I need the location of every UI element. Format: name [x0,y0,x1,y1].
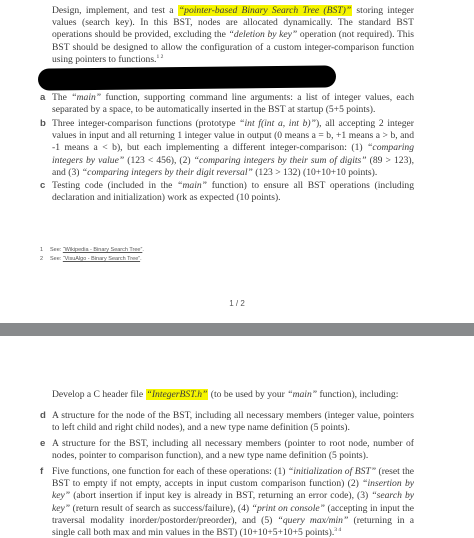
item-text: A structure for the BST, including all necessary members (pointer to root node, number of nodes, pointer to comparison function), and a new type name definition (5 points). [52,438,414,462]
highlighted-term: “pointer-based Binary Search Tree (BST)” [178,5,352,16]
item-text: Three integer-comparison functions (prototype “int f(int a, int b)”), all accepting 2 integer values in input and all returning 1 integer value in output (0 means a = b, +1 means a > b, and -1 means a < b), but each implementing a different integer-comparison: (1) “comparing integers by value” (123 < 456), (2) “comparing integers by their sum of digits” (89 > 123), and (3) “comparing integers by their digit reversal” (123 > 132) (10+10+10 points). [52,118,414,178]
item-letter: f [40,466,44,477]
header-file-intro: Develop a C header file “IntegerBST.h” (to be used by your “main” function), including: [52,389,399,400]
footnote-2: 2 See: “VisuAlgo - Binary Search Tree”. [40,256,142,262]
page-number: 1 / 2 [229,299,245,308]
redaction-bar [38,65,336,90]
item-letter: e [40,438,46,449]
item-letter: d [40,410,46,421]
footnote-1: 1 See: “Wikipedia - Binary Search Tree”. [40,247,144,253]
item-text: The “main” function, supporting command line arguments: a list of integer values, each separated by a space, to be automatically inserted in the BST at startup (5+5 points). [52,92,414,116]
highlighted-term: “IntegerBST.h” [146,389,208,400]
item-letter: c [40,180,46,191]
item-text: A structure for the node of the BST, including all necessary members (integer value, pointers to left child and right child nodes), and a new type name definition (5 points). [52,410,414,434]
footnote-ref: 1 2 [156,53,164,60]
intro-paragraph: Design, implement, and test a “pointer-based Binary Search Tree (BST)” storing integer values (search key). In this BST, nodes are allocated dynamically. The standard BST operations should be provided, excluding the “deletion by key” operation (not required). This BST should be designed to allow the configuration of a custom integer-comparison function using pointers to functions.$^{1 2}$ [52,5,415,65]
item-text: Testing code (included in the “main” function) to ensure all BST operations (including declaration and initialization) work as expected (10 points). [52,180,414,204]
footnote-link[interactable]: “VisuAlgo - Binary Search Tree” [62,256,141,262]
item-text: Five functions, one function for each of these operations: (1) “initialization of BST” (reset the BST to empty if not empty, accepts in input custom comparison function) (2) “insertion by key” (abort insertion if input key is already in BST, returning an error code), (3) “search by key” (return result of search as success/failure), (4) “print on console” (accepting in input the traversal modality inorder/postorder/preorder), and (5) “query max/min” (returning in a single call both max and min values in the BST) (10+10+5+10+5 points).$^{3 4}$ [52,466,415,538]
footnote-ref: 3 4 [334,526,342,533]
document-page-2 [0,336,474,538]
item-letter: a [40,92,46,103]
item-letter: b [40,118,46,129]
footnote-link[interactable]: “Wikipedia - Binary Search Tree” [62,247,143,253]
